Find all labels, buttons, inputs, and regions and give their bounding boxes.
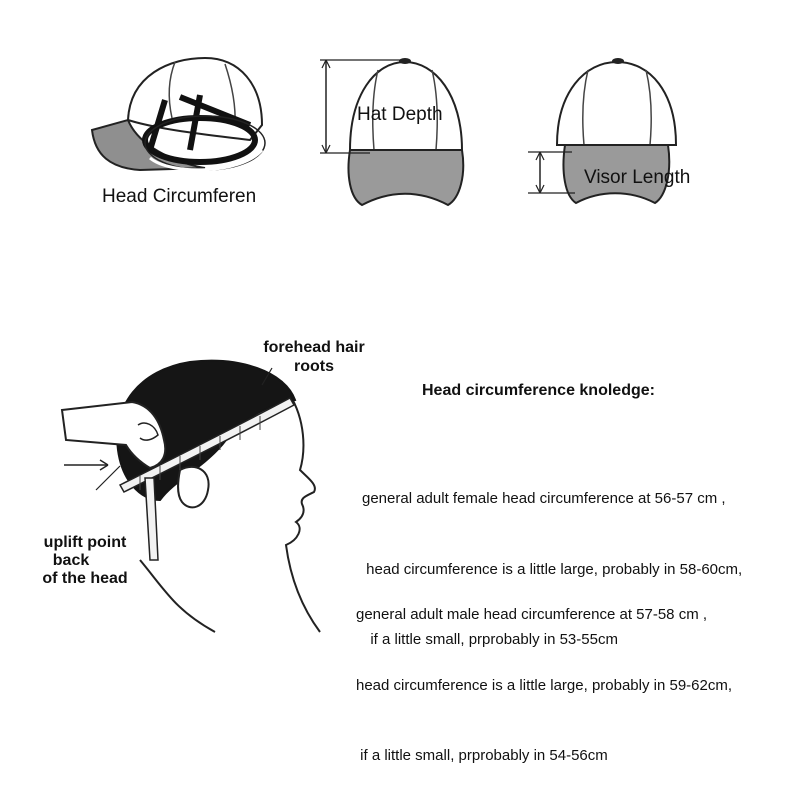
uplift-label-line2: back bbox=[52, 552, 90, 569]
hat-depth-label: Hat Depth bbox=[357, 104, 443, 125]
forehead-hair-roots-label bbox=[256, 338, 372, 376]
knowledge-heading: Head circumference knoledge: bbox=[422, 382, 655, 399]
male-line-1: general adult male head circumference at 57-58 cm , bbox=[356, 606, 708, 623]
uplift-point-label bbox=[30, 534, 140, 588]
male-circumference-text bbox=[356, 556, 732, 791]
head-circumference-label: Head Circumferen bbox=[102, 186, 257, 207]
male-line-2: head circumference is a little large, probably in 59-62cm, bbox=[356, 676, 733, 694]
male-line-3: if a little small, prprobably in 54-56cm bbox=[356, 747, 608, 764]
visor-length-label: Visor Length bbox=[584, 167, 691, 188]
female-line-3: if a little small, prprobably in 53-55cm bbox=[362, 631, 618, 648]
female-line-1: general adult female head circumference at 56-57 cm , bbox=[362, 490, 726, 507]
forehead-label-line1: forehead hair bbox=[263, 339, 365, 356]
forehead-label-line2: roots bbox=[294, 358, 334, 375]
female-line-2: head circumference is a little large, probably in 58-60cm, bbox=[362, 560, 743, 578]
uplift-label-line1: uplift point bbox=[43, 534, 127, 551]
uplift-label-line3: of the head bbox=[42, 570, 128, 587]
